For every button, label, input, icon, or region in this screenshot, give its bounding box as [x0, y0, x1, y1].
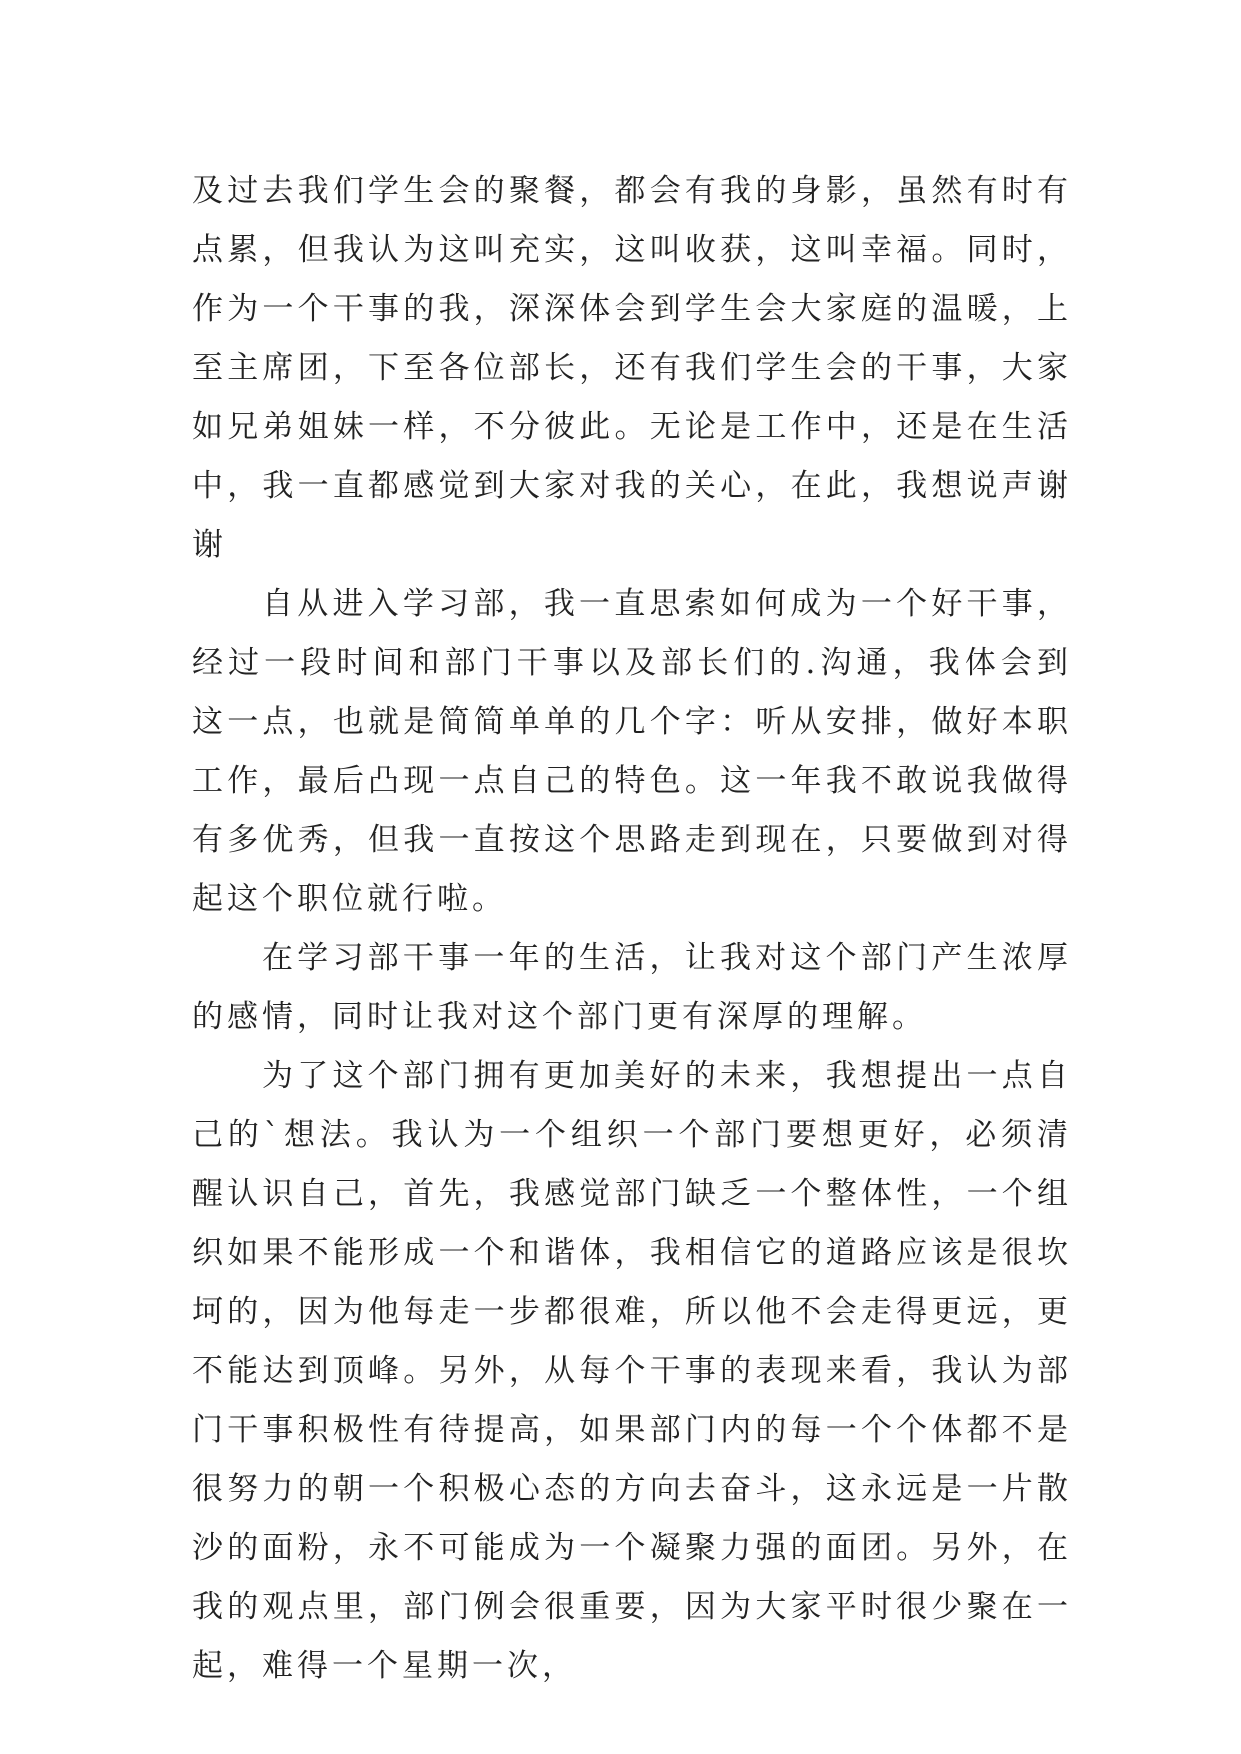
paragraph-3: 在学习部干事一年的生活，让我对这个部门产生浓厚的感情，同时让我对这个部门更有深厚的理解。: [192, 940, 1072, 1035]
paragraph-4: 为了这个部门拥有更加美好的未来，我想提出一点自己的`想法。我认为一个组织一个部门要想更好，必须清醒认识自己，首先，我感觉部门缺乏一个整体性，一个组织如果不能形成一个和谐体，我相信它的道路应该是很坎坷的，因为他每走一步都很难，所以他不会走得更远，更不能达到顶峰。另外，从每个干事的表现来看，我认为部门干事积极性有待提高，如果部门内的每一个个体都不是很努力的朝一个积极心态的方向去奋斗，这永远是一片散沙的面粉，永不可能成为一个凝聚力强的面团。另外，在我的观点里，部门例会很重要，因为大家平时很少聚在一起，难得一个星期一次，: [192, 1058, 1072, 1684]
paragraph-2: 自从进入学习部，我一直思索如何成为一个好干事，经过一段时间和部门干事以及部长们的.沟通，我体会到这一点，也就是简简单单的几个字：听从安排，做好本职工作，最后凸现一点自己的特色。这一年我不敢说我做得有多优秀，但我一直按这个思路走到现在，只要做到对得起这个职位就行啦。: [192, 586, 1072, 917]
paragraph-1: 及过去我们学生会的聚餐，都会有我的身影，虽然有时有点累，但我认为这叫充实，这叫收获，这叫幸福。同时，作为一个干事的我，深深体会到学生会大家庭的温暖，上至主席团，下至各位部长，还有我们学生会的干事，大家如兄弟姐妹一样，不分彼此。无论是工作中，还是在生活中，我一直都感觉到大家对我的关心，在此，我想说声谢谢: [192, 173, 1072, 563]
body-text: [192, 162, 1072, 1696]
